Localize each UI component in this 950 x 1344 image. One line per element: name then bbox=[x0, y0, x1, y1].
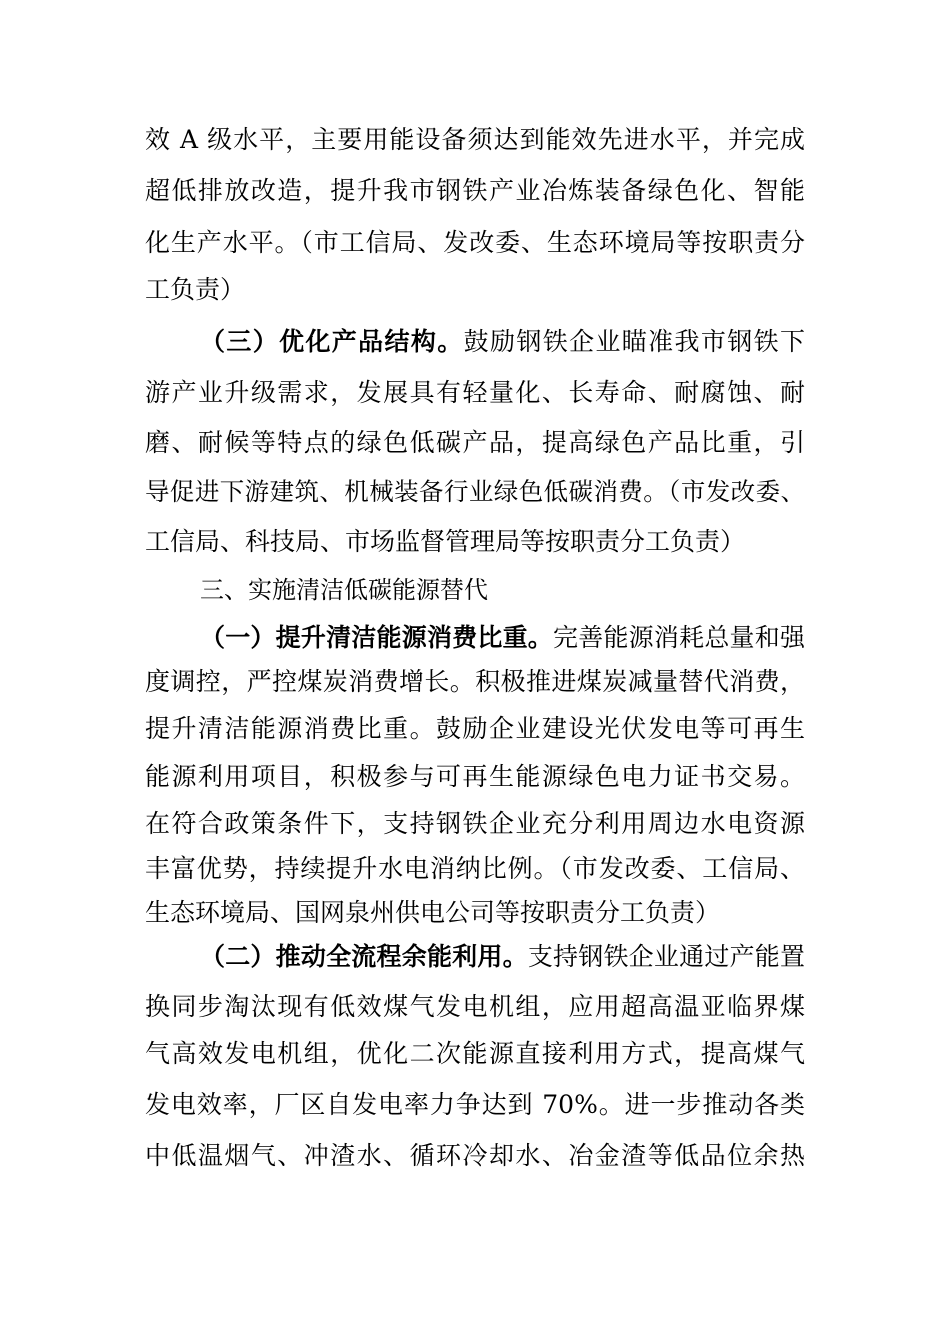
body-line: 生态环境局、国网泉州供电公司等按职责分工负责） bbox=[145, 898, 721, 927]
body-line: 工信局、科技局、市场监督管理局等按职责分工负责） bbox=[145, 527, 746, 556]
body-text: 完善能源消耗总量和强 bbox=[553, 623, 805, 652]
paragraph-first-line bbox=[200, 937, 805, 977]
body-line: 换同步淘汰现有低效煤气发电机组，应用超高温亚临界煤 bbox=[145, 992, 805, 1021]
subsection-title: （三）优化产品结构。 bbox=[200, 327, 464, 356]
body-line: 游产业升级需求，发展具有轻量化、长寿命、耐腐蚀、耐 bbox=[145, 378, 805, 407]
body-line: 磨、耐候等特点的绿色低碳产品，提高绿色产品比重，引 bbox=[145, 428, 805, 457]
body-line: 超低排放改造，提升我市钢铁产业冶炼装备绿色化、智能 bbox=[145, 176, 805, 205]
paragraph-first-line bbox=[200, 618, 805, 658]
body-line: 发电效率，厂区自发电率力争达到 70%。进一步推动各类 bbox=[145, 1090, 805, 1119]
body-line: 能源利用项目，积极参与可再生能源绿色电力证书交易。 bbox=[145, 762, 805, 791]
body-line: 中低温烟气、冲渣水、循环冷却水、冶金渣等低品位余热 bbox=[145, 1141, 805, 1170]
body-line: 气高效发电机组，优化二次能源直接利用方式，提高煤气 bbox=[145, 1039, 805, 1068]
body-text: 支持钢铁企业通过产能置 bbox=[527, 942, 805, 971]
body-line: 丰富优势，持续提升水电消纳比例。（市发改委、工信局、 bbox=[145, 854, 805, 883]
subsection-title: （二）推动全流程余能利用。 bbox=[200, 942, 528, 971]
body-line: 工负责） bbox=[145, 275, 246, 304]
paragraph-first-line bbox=[200, 322, 805, 362]
body-line: 效 A 级水平，主要用能设备须达到能效先进水平，并完成 bbox=[145, 125, 805, 154]
body-line: 化生产水平。（市工信局、发改委、生态环境局等按职责分 bbox=[145, 228, 805, 257]
body-line: 在符合政策条件下，支持钢铁企业充分利用周边水电资源 bbox=[145, 809, 805, 838]
subsection-title: （一）提升清洁能源消费比重。 bbox=[200, 623, 554, 652]
body-text: 鼓励钢铁企业瞄准我市钢铁下 bbox=[463, 327, 805, 356]
body-line: 导促进下游建筑、机械装备行业绿色低碳消费。（市发改委、 bbox=[145, 477, 805, 506]
section-heading: 三、实施清洁低碳能源替代 bbox=[200, 576, 488, 604]
body-line: 度调控，严控煤炭消费增长。积极推进煤炭减量替代消费， bbox=[145, 667, 805, 696]
body-line: 提升清洁能源消费比重。鼓励企业建设光伏发电等可再生 bbox=[145, 714, 805, 743]
